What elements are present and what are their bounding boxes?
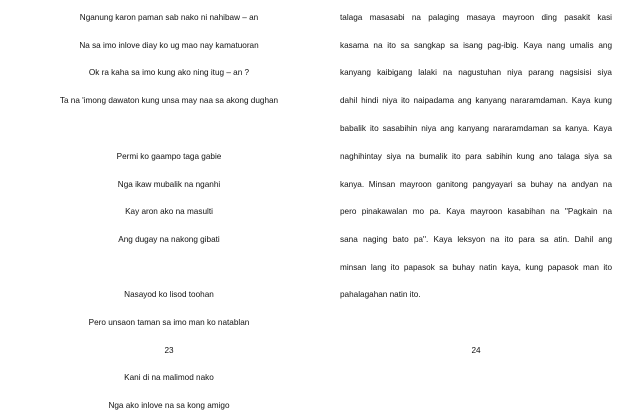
poem-line: Permi ko gaampo taga gabie (116, 152, 222, 161)
paragraph-line: kanya. Minsan mayroon ganitong pangyayari sa buhay na andyan na (340, 180, 612, 189)
paragraph-line: sana naging bato pa''. Kaya leksyon na ito para sa atin. Dahil ang (340, 235, 612, 244)
paragraph-line: minsan lang ito papasok sa buhay natin kaya, kung papasok man ito (340, 263, 612, 272)
paragraph-line: babalik ito sasabihin niya ang kanyang nararamdaman sa kanya. Kaya (340, 124, 612, 133)
poem-line: Kay aron ako na masulti (125, 207, 213, 216)
poem-line: Nasayod ko lisod toohan (124, 290, 214, 299)
page-number: 23 (164, 346, 174, 355)
paragraph-line: pahalagahan natin ito. (340, 290, 421, 299)
page-number: 24 (471, 346, 481, 355)
poem-line: Ok ra kaha sa imo kung ako ning itug – an ? (88, 68, 250, 77)
paragraph-line: dahil hindi niya ito naipadama ang kanyang nararamdaman. Kaya kung (340, 96, 612, 105)
poem-line: Kani di na malimod nako (124, 373, 214, 382)
paragraph-line: talaga masasabi na palaging masaya mayroon ding pasakit kasi (340, 13, 612, 22)
paragraph-line: naghihintay siya na bumalik ito para sabihin kung ano talaga siya sa (340, 152, 612, 161)
poem-line: Nganung karon paman sab nako ni nahibaw – an (79, 13, 259, 22)
poem-line: Ta na 'imong dawaton kung unsa may naa sa akong dughan (59, 96, 279, 105)
poem-line: Ang dugay na nakong gibati (118, 235, 220, 244)
poem-line: Nga ako inlove na sa kong amigo (108, 401, 230, 410)
poem-line: Nga ikaw mubalik na nganhi (117, 180, 221, 189)
poem-line: Na sa imo inlove diay ko ug mao nay kamatuoran (79, 41, 259, 50)
paragraph-line: kanyang kaibigang lalaki na nagustuhan niya parang nagsisisi siya (340, 68, 612, 77)
poem-line: Pero unsaon taman sa imo man ko natablan (88, 318, 250, 327)
paragraph-line: pero pinakawalan mo pa. Kaya mayroon kasabihan na ''Pagkain na (340, 207, 612, 216)
paragraph-line: kasama na ito sa sangkap sa isang pag-ibig. Kaya nang umalis ang (340, 41, 612, 50)
